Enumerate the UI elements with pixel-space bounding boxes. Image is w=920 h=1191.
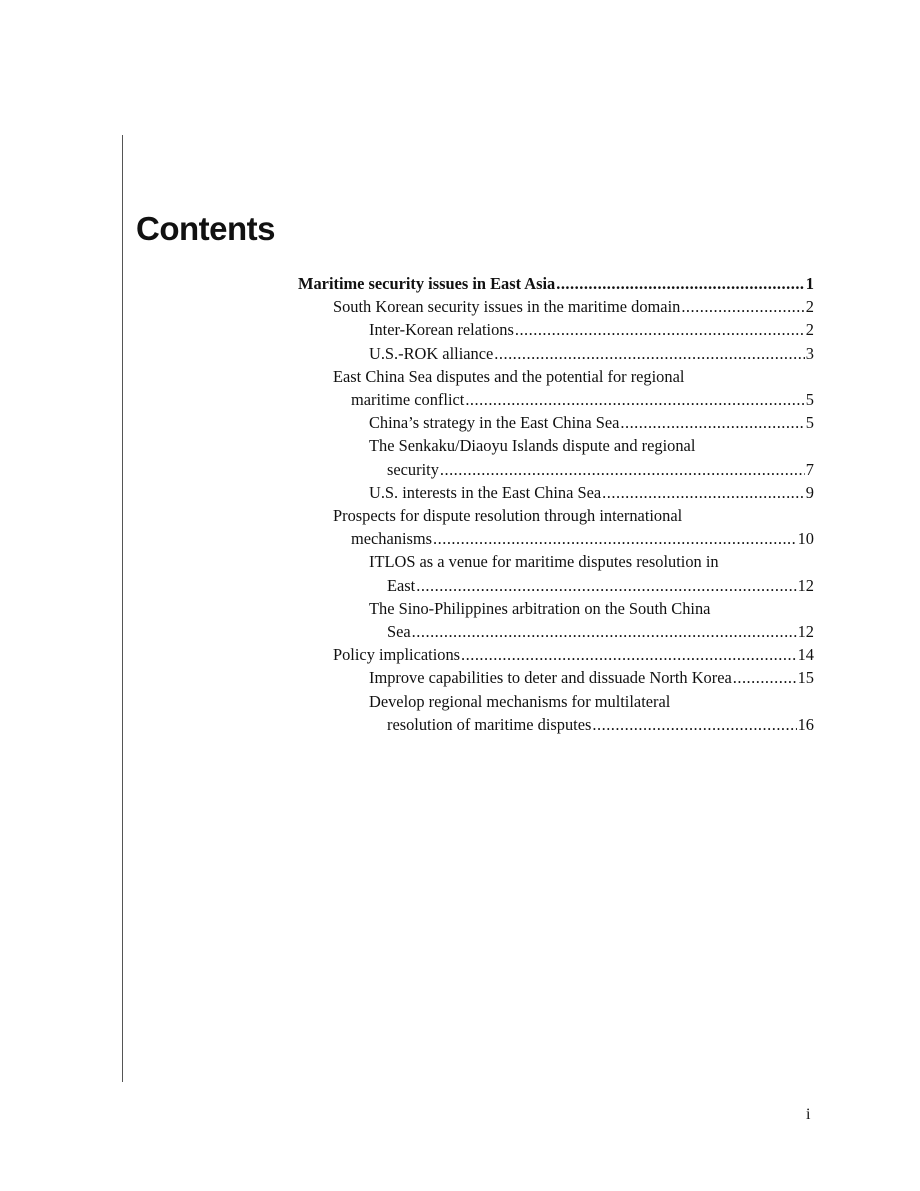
toc-entry[interactable] bbox=[333, 365, 814, 411]
toc-entry-title: Improve capabilities to deter and dissuade North Korea bbox=[369, 668, 732, 688]
toc-entry-title: Prospects for dispute resolution through international bbox=[333, 506, 683, 526]
toc-entry[interactable] bbox=[369, 690, 814, 736]
toc-entry[interactable] bbox=[369, 597, 814, 643]
table-of-contents bbox=[298, 272, 814, 736]
toc-entry-title: U.S.-ROK alliance bbox=[369, 343, 494, 363]
dot-leader bbox=[440, 458, 805, 481]
toc-entry[interactable] bbox=[369, 666, 814, 689]
toc-entry[interactable] bbox=[298, 272, 814, 295]
toc-entry-title: mechanisms bbox=[351, 529, 433, 549]
toc-entry[interactable] bbox=[369, 434, 814, 480]
toc-entry-title: South Korean security issues in the maritime domain bbox=[333, 297, 681, 317]
margin-rule bbox=[122, 135, 123, 1082]
toc-entry[interactable] bbox=[369, 550, 814, 596]
page-number: i bbox=[806, 1106, 811, 1123]
toc-entry-page: 7 bbox=[805, 459, 814, 479]
toc-entry-title: East bbox=[387, 575, 416, 595]
toc-entry[interactable] bbox=[369, 411, 814, 434]
dot-leader bbox=[556, 272, 805, 295]
toc-entry-title: Maritime security issues in East Asia bbox=[298, 274, 556, 293]
toc-entry[interactable] bbox=[333, 295, 814, 318]
toc-entry[interactable] bbox=[369, 318, 814, 341]
toc-entry-title: maritime conflict bbox=[351, 390, 465, 410]
toc-entry-title: Inter-Korean relations bbox=[369, 320, 514, 340]
toc-entry[interactable] bbox=[369, 481, 814, 504]
dot-leader bbox=[412, 620, 797, 643]
toc-entry-title: The Sino-Philippines arbitration on the South China bbox=[369, 598, 711, 618]
toc-entry-title: Sea bbox=[387, 622, 411, 642]
dot-leader bbox=[465, 388, 804, 411]
toc-entry-page: 2 bbox=[805, 320, 814, 340]
toc-entry-page: 14 bbox=[797, 645, 814, 665]
dot-leader bbox=[494, 342, 805, 365]
toc-entry-title: ITLOS as a venue for maritime disputes resolution in bbox=[369, 552, 719, 572]
toc-entry-page: 15 bbox=[797, 668, 814, 688]
dot-leader bbox=[592, 713, 796, 736]
toc-entry[interactable] bbox=[333, 643, 814, 666]
toc-entry-page: 12 bbox=[797, 622, 814, 642]
page-title: Contents bbox=[136, 210, 275, 247]
toc-entry-page: 16 bbox=[797, 714, 814, 734]
toc-entry-page: 3 bbox=[805, 343, 814, 363]
toc-entry-title: security bbox=[387, 459, 439, 479]
toc-entry-page: 2 bbox=[805, 297, 814, 317]
toc-entry-title: resolution of maritime disputes bbox=[387, 714, 592, 734]
toc-entry-page: 5 bbox=[805, 413, 814, 433]
dot-leader bbox=[433, 527, 797, 550]
toc-entry[interactable] bbox=[333, 504, 814, 550]
dot-leader bbox=[416, 574, 796, 597]
toc-entry-page: 9 bbox=[805, 482, 814, 502]
toc-entry-title: U.S. interests in the East China Sea bbox=[369, 482, 602, 502]
toc-entry[interactable] bbox=[369, 342, 814, 365]
toc-entry-title: Develop regional mechanisms for multilateral bbox=[369, 691, 671, 711]
dot-leader bbox=[733, 666, 797, 689]
dot-leader bbox=[461, 643, 797, 666]
toc-entry-page: 12 bbox=[797, 575, 814, 595]
toc-entry-title: The Senkaku/Diaoyu Islands dispute and regional bbox=[369, 436, 696, 456]
toc-entry-title: East China Sea disputes and the potential for regional bbox=[333, 366, 685, 386]
toc-entry-title: Policy implications bbox=[333, 645, 461, 665]
dot-leader bbox=[602, 481, 805, 504]
toc-entry-title: China’s strategy in the East China Sea bbox=[369, 413, 620, 433]
dot-leader bbox=[681, 295, 804, 318]
dot-leader bbox=[515, 318, 805, 341]
toc-entry-page: 1 bbox=[805, 274, 814, 293]
toc-entry-page: 10 bbox=[797, 529, 814, 549]
dot-leader bbox=[620, 411, 804, 434]
toc-entry-page: 5 bbox=[805, 390, 814, 410]
